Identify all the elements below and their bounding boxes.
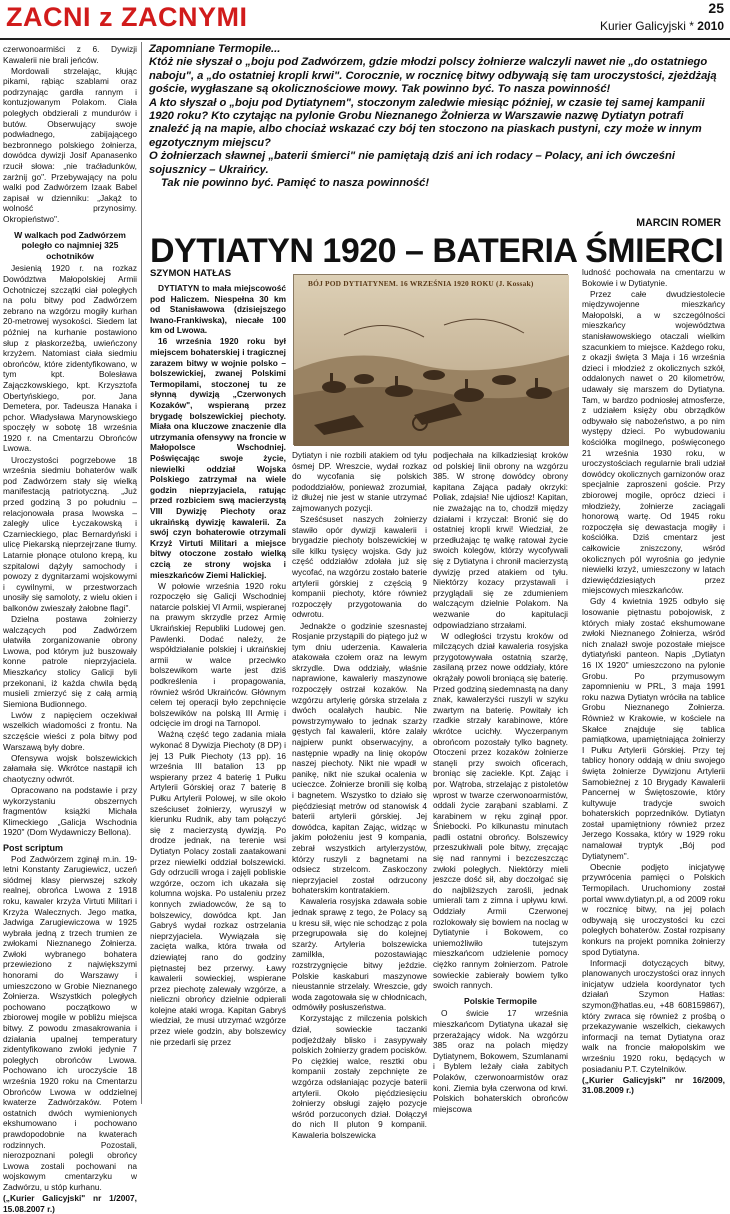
intro-paragraph: O żołnierzach sławnej „baterii śmierci" nie pamiętają dziś ani ich rodacy – Polacy, ani ich ówcześni sojusznicy – Ukraińcy. (149, 150, 675, 176)
article-paragraph: Jednakże o godzinie szesnastej Rosjanie przystąpili do piątego już w tym dniu uderzenia. Kawaleria atakowała czołem oraz na lewym skrzydle. Dwa oddziały, właśnie naprawione, kawaleriy maszynowe rozpoczęły ostrzał kozaków. Na wzgórzu artylerię górska strzelała z dwóch ocalałych haubic. Nie powstrzymywało to jednak szarży gęstych fal kawalerii, które zalały najpierw punkt obserwacyjny, a następnie wpadły na linię okopów naszej piechoty. Nikt nie wpadł w panikę, nikt nie szukał ocalenia w ucieczce. Żołnierze bronili się kolbą i bagnetem. Wszystko to działo się pięćdziesiąt metrów od stanowisk 4 baterii artylerii górskiej. Jej dowódca, kapitan Zając, widząc w jakim położeniu jest 9 kompania, zebrał wszystkich artylerzystów, którzy ruszyli z bagnetami na odsiecz strzelcom. Zaskoczony nieprzyjaciel został odrzucony bohaterskim kontratakiem. (292, 620, 427, 896)
lead-paragraph: 16 września 1920 roku był miejscem bohaterskiej i tragicznej zarazem bitwy w wojnie polsko – bolszewickiej, zwanej Polskimi Termopilami, stoczonej tu ze słynną dywizją „Czerwonych Kozaków", wspieraną przez brygadę bolszewickiej piechoty. Miała ona kluczowe znaczenie dla utrzymania ofensywy na froncie w Małopolsce Wschodniej. Poświęcając swoje życie, niewielki oddział Wojska Polskiego zatrzymał na wiele godzin nieprzyjaciela, ratując przed rozbiciem swą macierzystą VIII Dywizję Piechoty oraz ukraińską dywizję kawalerii. Za swój czyn bohaterowie otrzymali Krzyż Virtuti Militari a miejsce bitwy otoczone zostało wielką czcią ze strony wojska i mieszkańców Ziemi Halickiej. (150, 336, 286, 580)
page-header (0, 0, 730, 40)
article-paragraph: W odległości trzystu kroków od milczących dział kawaleria rosyjska przygotowywała ostatnią szarżę, zasilaną przez nowe oddziały, które okrążały powoli broniącą się baterię. Przed godziną siedemnastą na dany znak, kawalerzyści ruszyli w szyku zwartym na baterię. Powitały ich rzadkie strzały karabinowe, które wkrótce ucichły. Wyczerpanym obrońcom pozostały tylko bagnety. Otoczeni przez kozaków żołnierze stanęli przy swoich oficerach, broniąc się zaciekle. Kpt. Zając i por. Wątroba, strzelając z pistoletów wprost w twarze czerwonoarmistów, oddali życie zarąbani szablami. Z karabinem w ręku zginął ppor. Śniebocki. Po kilkunastu minutach padli ostatni obrońcy. Bolszewicy przeszukiwali pole bitwy, zręcając się nad rannymi i bezczeszcząc zwłoki poległych. Niektórzy mieli jeszcze dość sił, aby doczołgać się do najbliższych zarośli, jednak umierali tam z zimna i upływu krwi. Oddziały Armii Czerwonej rozlokowały się bowiem na noclag w Dytiatynie i Bokowem, co uniemożliwiło tutejszym mieszkańcom udzielenie pomocy ciężko rannym żołnierzom. Patrole sowieckie zabierały bowiem tylko swoich rannych. (433, 630, 568, 991)
left-paragraph: Mordowali strzelając, kłując pikami, rąbiąc szablami oraz podrzynając gardła rannym i kontuzjowanym Polakom. Ciała poległych obdzierali z mundurów i butów. Obserwujący swoje podwładnego, zabijającego bezbronnego polskiego żołnierza, dowódca dywizji Josif Apanasenko rzucił słowa: „nie traćładunków, zarżnij go". Przebywający na polu walki pod Zadwórzem Izaak Babel zapisał w dzienniku: „Jakąż to wolność przynosimy. Okropieństwo". (3, 65, 137, 224)
article-paragraph: Dytiatyn i nie rozbili atakiem od tyłu ósmej DP. Wreszcie, wydał rozkaz do wycofania się polskich pododdziałów, ponieważ zrozumiał, iż dłużej nie jest w stanie utrzymać zajmowanych pozycji. (292, 450, 427, 513)
left-paragraph: Ofensywa wojsk bolszewickich załamała się. Wkrótce nastąpił ich chaotyczny odwrót. (3, 752, 137, 784)
article-paragraph: ludność pochowała na cmentarzu w Bokowie i w Dytiatynie. (582, 267, 725, 288)
article-paragraph: podjechała na kilkadziesiąt kroków od polskiej linii obrony na wzgórzu 385. W stronę dowódcy obrony kapitana Zająca padały okrzyki: Poliak, zdajsia! Nie ujdiosz! Kapitan, nie zważając na to, chodził między działami i krzyczał: Bronić się do ostatniej kropli krwi! Wiedział, że przedłużając tę walkę ratował życie swoich kolegów, którzy wycofywali się z Dytiatyna i chronił macierzystą dywizję przed atakiem od tyłu. Niektórzy kozacy przystawali i przyglądali się ze zdumieniem walczącym dzielnie Polakom. Na wezwanie do kapitulacji odpowiadziano strzałami. (433, 450, 568, 630)
left-subheading: W walkach pod Zadwórzem poległo co najmniej 325 ochotników (14, 229, 126, 261)
article-paragraph: W połowie września 1920 roku rozpoczęło się Galicji Wschodniej natarcie polskiej VI Armii, wspieranej na prawym skrzydle przez Armię Ukraińskiej Republiki Ludowej gen. Pawlenki. Dodać należy, że współdziałanie polskiej i ukraińskiej armii w walce przeciwko bolszewikom warte jest dziś podkreślenia i propagowania, również wśród Ukraińców. Głównym celem tej operacji było zepchnięcie bolszewików na polską III Armię i odcięcie im drogi na Tarnopol. (150, 580, 286, 729)
intro-paragraph: Zapomniane Termopile... (149, 43, 281, 55)
intro-author: MARCIN ROMER (636, 217, 721, 229)
left-source: („Kurier Galicyjski" nr 1/2007, 15.08.2007 r.) (3, 1193, 137, 1214)
left-paragraph: Lwów z napięciem oczekiwał wszelkich wiadomości z frontu. Na szczęście wieści z pola bitwy pod Warszawą były dobre. (3, 709, 137, 752)
intro-box (149, 43, 725, 190)
article-paragraph: Kawaleria rosyjska zdawała sobie jednak sprawę z tego, że Polacy są u kresu sił, więc nie schodząc z pola przegrupowała się do kolejnej szarży. Artyleria bolszewicka zamilkła, pozostawiając rozstrzygnięcie bitwy jeździe. Polskie kaskaburi maszynowe nieustannie strzelały. Wreszcie, gdy woda zagotowała się w chłodnicach, odmówiły posłuszeństwa. (292, 896, 427, 1013)
paper-title: Kurier Galicyjski (599, 19, 686, 33)
column-divider (141, 42, 142, 1104)
left-column (3, 44, 137, 1214)
left-paragraph: Opracowano na podstawie i przy wykorzystaniu obszernych fragmentów książki Michała Klimeckiego „Galicja Wschodnia 1920" (Dom Wydawniczy Bellona). (3, 784, 137, 838)
left-paragraph: Uroczystości pogrzebowe 18 września siedmiu bohaterów walk pod Zadwórzem stały się wielką manifestacją patriotyczną. „Już przed godziną 3 po południu – relacjonowała prasa lwowska – zaległy ulice Łyczakowską i Czarnieckiego, plac Bernardyński i ulicę Piekarską nieprzejrzane tłumy. Latarnie płonące otulono krepą, ku szpitalowi dążyły samochody i powozy z dygnitarzami wojskowymi i cywilnymi, w przestworzach unosiły się samoloty, z wielu okien i balkonów zwieszały żałobne flagi". (3, 454, 137, 613)
article-paragraph: Obecnie podjęto inicjatywę przywrócenia pamięci o Polskich Termopilach. Uruchomiony został portal www.dytiatyn.pl, a od 2009 roku w rocznicę bitwy, na jej polach odbywają się uroczystości ku czci poległych bohaterów. Został rozpisany konkurs na projekt pomnika żołnierzy spod Dytiatyna. (582, 861, 725, 957)
article-paragraph: O świcie 17 września mieszkańcom Dytiatyna ukazał się przerażający widok. Na wzgórzu 385 oraz na polach między Dytiatynem, Bokowem, Szumlanami i Byblem leżały ciała zabitych Polaków, czerwonoarmistów oraz koni. Ziemia była czerwona od krwi. Polskich bohaterskich obrońców miejscowa (433, 1008, 568, 1114)
left-paragraph: Jesienią 1920 r. na rozkaz Dowództwa Małopolskiej Armii Ochotniczej szczątki ciał poległych na polu bitwy pod Zadwórzem zebrano na wzgórzu mogiły kurhan 20-metrowej wysokości. Siedem lat później na kurhanie postawiono słup z płaskorzeźbą, uwieńczony krzyżem. Natomiast ciała siedmiu obrońców, które zidentyfikowano, w tym kpt. Bolesława Zajączkowskiego, kpt. Krzysztofa Obertyńskiego, por. Jana Demetera, por. Tadeusza Hanaka i pchor. Władysława Marynowskiego spoczęły w sobotę 18 września 1920 r. na Cmentarzu Obrońców Lwowa. (3, 263, 137, 454)
article-paragraph: Informacji dotyczących bitwy, planowanych uroczystości oraz innych inicjatyw udziela koordynator tych działań Szymon Hatłas: szymon@hatlas.eu, +48 608159867), który zwraca się również z prośbą o przekazywanie wszelkich, ciekawych informacji na temat Dytiatyna oraz walk na froncie małopolskim we wrześniu 1920 roku, będących w posiadaniu P.T. Czytelników. (582, 957, 725, 1074)
article-paragraph: Sześćsuset naszych żołnierzy stawiło opór dywizji kawalerii i brygadzie piechoty bolszewickiej w sile kilku tysięcy wojska. Gdy już część oddziałów zdołała już się wycofać, na wzgórzu zostało baterie artylerii górskiej z częścią 9 kompanii piechoty, które również rozpoczęły przygotowania do odwrotu. (292, 514, 427, 620)
lead-paragraph: DYTIATYN to mała miejscowość pod Haliczem. Niespełna 30 km od Stanisławowa (dzisiejszego Iwano-Frankiwska), niecałe 100 km od Lwowa. (150, 283, 286, 336)
article-paragraph: Korzystając z milczenia polskich dział, sowieckie taczanki podjeżdżały blisko i zasypywały polskich żołnierzy gradem pocisków. Po ciężkiej walce, resztki obu kompanii zostały zepchnięte ze wzgórza odsłaniając pozycje baterii artylerii. Około pięćdziesięciu żołnierzy obsługi zajęło pozycje wśród porzuconych dział. Dołączył do nich II pluton 9 kompanii. Kawaleria bolszewicka (292, 1013, 427, 1140)
postscript-heading: Post scriptum (3, 842, 64, 853)
section-title: ZACNI z ZACNYMI (6, 2, 248, 32)
header-rule (0, 38, 730, 40)
battle-painting-illustration (294, 275, 569, 446)
article-source: („Kurier Galicyjski" nr 16/2009, 31.08.2009 r.) (582, 1074, 725, 1096)
article-column-3 (433, 450, 568, 1114)
intro-paragraph: Tak nie powinno być. Pamięć to nasza powinność! (161, 177, 430, 190)
intro-paragraph: A kto słyszał o „boju pod Dytiatynem", stoczonym zaledwie miesiąc później, w czasie tej samej kampanii 1920 roku? Kto czytając na pylonie Grobu Nieznanego Żołnierza w Warszawie nazwę Dytiatyn potrafi znaleźć ją na mapie, albo chociaż wskazać czy bój ten stoczono na piaskach pustyni, czy może w innym egzotycznym miejscu? (149, 96, 705, 149)
left-paragraph: Pod Zadwórzem zginął m.in. 19-letni Konstanty Zarugiewicz, uczeń siódmej klasy pierwszej szkoły realnej, obrońca Lwowa z 1918 roku, kawaler krzyża Virtuti Militari i Krzyża Walecznych. Jego matka, Jadwiga Zarugiewiczowa w 1925 wybrała jedną z trzech trumien ze zwłokami Nieznanego Żołnierza. Zwłoki wybranego bohatera przewieziono z największymi honorami do Warszawy i umieszczono w Grobie Nieznanego Żołnierza. Wszystkich poległych pochowano początkowo w zbiorowej mogile w pobliżu miejsca bitwy. Z powodu zmasakrowania i działania upalnej temperatury zidentyfikowano zwłoki jedynie 7 poległych obrońców Lwowa. Pochowano ich uroczyście 18 września 1920 roku na Cmentarzu Obrońców Lwowa w oddzielnej kwaterze Zadwórzaków. Potem ostatnich dwóch wymienionych ekshumowano i pochowano prawdopodobnie na kwaterach rodzinnych. Pozostali, nierozpoznani polegli obrońcy Lwowa zostali pochowani na wojskowym cmentarzyku w Zadwórzu, u stóp kurhanu. (3, 853, 137, 1192)
left-paragraph: Dzielna postawa żołnierzy walczących pod Zadwórzem ułatwiła zorganizowanie obrony Lwowa, pod którym już buszowały konne patrole nieprzyjaciela. Mieszkańcy stolicy Galicji byli przekonani, iż każda chwila będą musieli zmierzyć się z całą armią Siemiona Budionnego. (3, 613, 137, 709)
article-column-1 (150, 283, 286, 1105)
article-byline: SZYMON HATŁAS (150, 268, 232, 279)
paper-year: 2010 (697, 19, 724, 33)
paper-name (600, 19, 724, 33)
article-column-2 (292, 450, 427, 1140)
article-subheading: Polskie Termopile (464, 995, 537, 1006)
left-paragraph: czerwonoarmiści z 6. Dywizji Kawalerii nie brali jeńców. (3, 44, 137, 65)
article-headline: DYTIATYN 1920 – BATERIA ŚMIERCI (150, 232, 724, 270)
paper-separator: * (685, 19, 698, 33)
page-number: 25 (708, 0, 724, 16)
article-column-4 (582, 267, 725, 1105)
article-paragraph: Gdy 4 kwietnia 1925 odbyło się losowanie piętnastu pobojowisk, z których miały zostać ekshumowane zwłoki Nieznanego Żołnierza, wśród nich znalazł swoje pozostałe miejsce dytiatyński panteon. Napis „Dytiatyn 16 IX 1920" umieszczono na pylonie Grobu. Po przymusowym zapomnieniu w PRL, 3 maja 1991 roku nazwa Dytiatyn wróciła na tablice Grobu Nieznanego Żołnierza. Również w Krakowie, w kościele na Skałce znajduje się tablica pamiątkowa, upamiętniająca żołnierzy I Pułku Artylerii Górskiej. Przy tej tablicy honory oddają w dniu swojego święta żołnierze Dywizjonu Artylerii Samobieżnej z 10 Brygady Kawalerii Pancernej w Świętoszowie, który kultywuje tradycje swoich bohaterskich poprzedników. Dytiatyn został upamiętniony również przez Jerzego Kossaka, który w 1929 roku namalował tryptyk „Bój pod Dytiatynem". (582, 596, 725, 861)
article-paragraph: Przez całe dwudziestolecie międzywojenne mieszkańcy Małopolski, a w szczególności mieszkańcy województwa stanisławowskiego otaczali wielkim szacunkiem to miejsce. Każdego roku, z okazji święta 3 Maja i 16 września dzieci i młodzież z okolicznych szkół, oddalonych nawet o 20 kilometrów, udawały się marszem do Dytiatyna. Tam, w bardzo podniosłej atmosferze, z udziałem księży obu obrządków odbywało się nabożeństwo, a po nim występy dzieci. Po wybudowaniu kościółka mogilnego, poświęconego 21 września 1930 roku, w uroczystościach regularnie brali udział dowódcy okolicznych garnizonów oraz specjalnie zaproszeni goście. Przy zbiorowej mogile, oprócz dzieci i młodzieży, żołnierze zaciągali honorową wartę. Od 1945 roku rozpoczęła się dewastacja mogiły i kościółka. Dziś cmentarz jest całkowicie zniszczony, wśród okolicznych pól wyrośnia go jedynie niewielki krzyż, umieszczony w latach dziewięćdziesiątych przez miejscowych mieszkańców. (582, 288, 725, 596)
article-paragraph: Ważną część tego zadania miała wykonać 8 Dywizja Piechoty (8 DP) i jej 13 Pułk Piechoty (13 pp). 16 września III batalion 13 pp wspierany przez 4 baterię 1 Pułku Artylerii Górskiej oraz 7 baterię 8 Pułku Artylerii Polowej, w sile około sześciuset żołnierzy, wyruszył w kierunku Rudnik, aby tam połączyć się z macierzystą dywizją. Po drodze jednak, na terenie wsi Dytiatyn Polacy zostali zaatakowani przez niewielki oddział bolszewicki. Gdy odrzucili wroga i zajęli pobliskie wzgórze, oczom ich ukazała się kolumna wojska. Po ustaleniu przez konnych zwiadowców, że są to bolszewicy, dowódca kpt. Jan Gabryś wydał rozkaz ostrzelania nieprzyjaciela. Wywiązała się zacięta walka, która trwała od dziewiątej rano do godziny piętnastej bez przerwy. Ławy kawalerii sowieckiej, wspierane przez piechotę zalewały wzgórze, a nieliczni obrońcy dzielnie odpierali kolejne ataki wroga. Kapitan Gabryś wiedział, że musi utrzymać wzgórze przez wiele godzin, aby bolszewicy nie przedarli się przez (150, 729, 286, 1047)
battle-painting (293, 274, 568, 445)
painting-caption: BÓJ POD DYTIATYNEM. 16 WRZEŚNIA 1920 ROKU (J. Kossak) (308, 279, 534, 288)
intro-paragraph: Któż nie słyszał o „boju pod Zadwórzem, gdzie młodzi polscy żołnierze walczyli nawet nie „do ostatniego naboju", a „do ostatniej kropli krwi". Corocznie, w rocznicę bitwy odbywają się tam uroczystości, zjeżdżają goście, wygłaszane są okolicznościowe mowy. Tak powinno być. To nasza powinność! (149, 56, 717, 96)
